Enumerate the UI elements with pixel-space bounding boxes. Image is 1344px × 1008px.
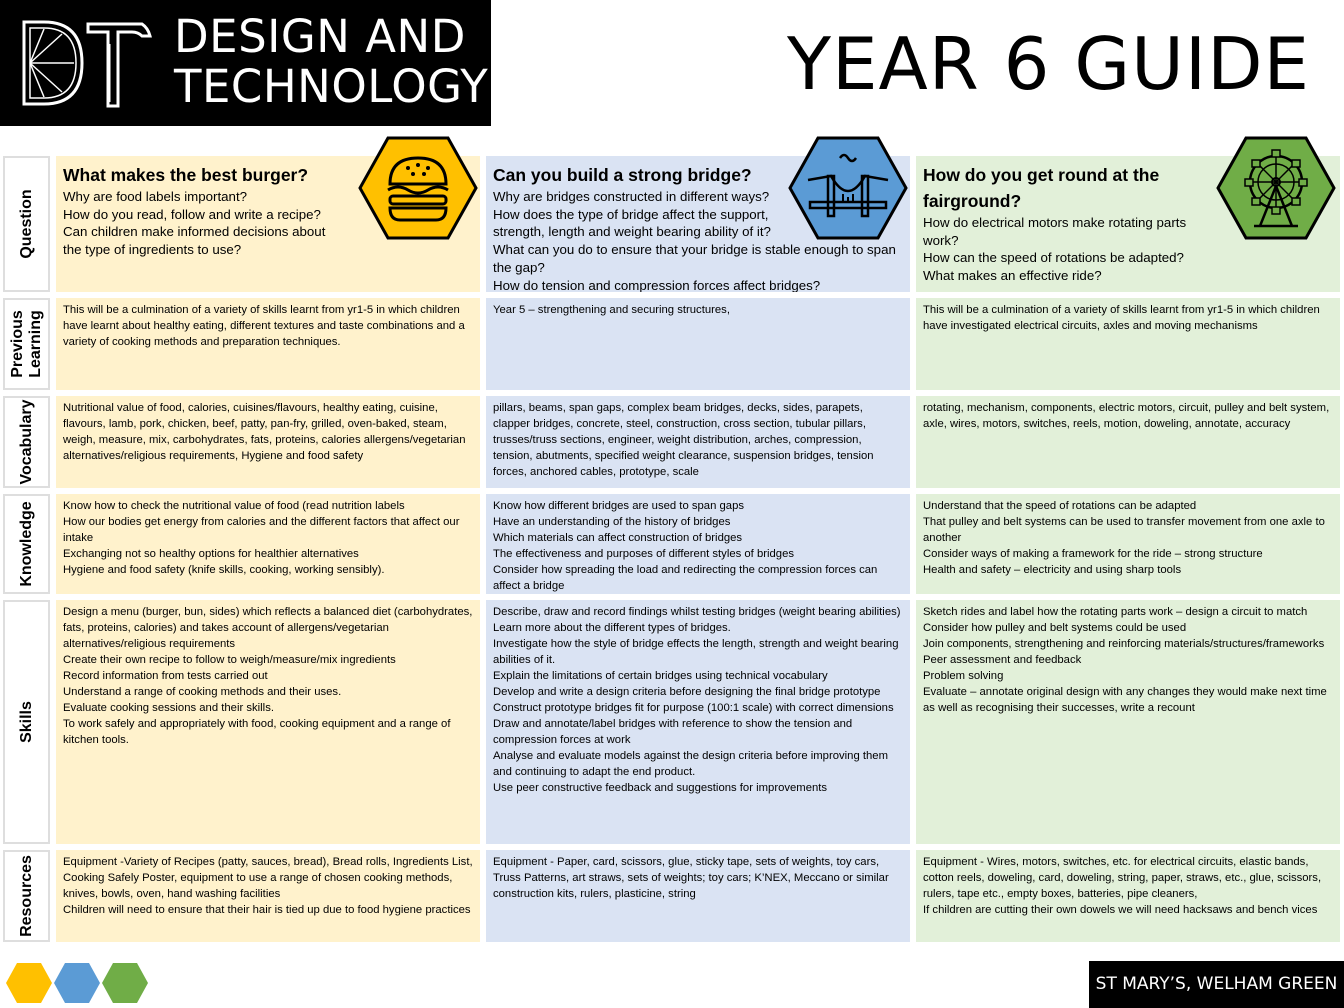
skill-item: Evaluate – annotate original design with any changes they would make next time as well as recognising their successes, write a recount [923,686,1327,714]
knowledge-item: Consider ways of making a framework for the ride – strong structure [923,548,1263,560]
question-line: the type of ingredients to use? [63,242,242,258]
question-line: How do tension and compression forces affect bridges? [493,277,821,292]
skill-item: Consider how pulley and belt systems could be used [923,622,1187,634]
question-line: How can the speed of rotations be adapted? [923,250,1184,266]
subject-title-line-2: TECHNOLOGY [174,60,489,113]
skill-item: Explain the limitations of certain bridges using technical vocabulary [493,670,828,682]
question-line: How does the type of bridge affect the support, [493,206,769,222]
resource-item: If children are cutting their own dowels we will need hacksaws and bench vices [923,904,1318,916]
skill-item: Develop and write a design criteria before designing the final bridge prototype [493,686,881,698]
row-label-text: Resources [17,855,35,937]
footer-hexagons-icon [6,962,156,1004]
knowledge-item: Know how to check the nutritional value of food (read nutrition labels [63,500,405,512]
row-label-text: Question [17,189,35,259]
question-line: work? [923,232,959,248]
resources-cell-fairground [916,850,1340,942]
skill-item: Design a menu (burger, bun, sides) which reflects a balanced diet (carbohydrates, fats, proteins, calories) and takes account of allergens/vegetarian alternatives/religious requirements [63,606,473,650]
skill-item: Construct prototype bridges fit for purpose (100:1 scale) with correct dimensions [493,702,894,714]
knowledge-item: Understand that the speed of rotations can be adapted [923,500,1197,512]
skills-cell-burger [56,600,480,844]
question-line: What can you do to ensure that your bridge is stable enough to span the gap? [493,242,896,275]
skills-cell-bridge [486,600,910,844]
resources-cell-burger [56,850,480,942]
skill-item: Describe, draw and record findings whilst testing bridges (weight bearing abilities) [493,606,901,618]
project-title-fairground-line-2: fairground? [923,191,1022,211]
skill-item: Learn more about the different types of bridges. [493,622,731,634]
vocabulary-row [0,396,1344,488]
knowledge-item: That pulley and belt systems can be used to transfer movement from one axle to another [923,516,1325,544]
knowledge-row [0,494,1344,594]
skill-item: Record information from tests carried out [63,670,268,682]
ferris-wheel-icon [1216,136,1336,240]
skills-cell-fairground [916,600,1340,844]
skill-item: Peer assessment and feedback [923,654,1082,666]
knowledge-item: Have an understanding of the history of bridges [493,516,731,528]
skill-item: Draw and annotate/label bridges with reference to show the tension and compression forces at work [493,718,853,746]
knowledge-item: Health and safety – electricity and using sharp tools [923,564,1182,576]
resource-item: Children will need to ensure that their hair is tied up due to food hygiene practices [63,904,471,916]
school-name: ST MARY’S, WELHAM GREEN [1089,961,1344,1008]
resource-item: Equipment - Paper, card, scissors, glue, sticky tape, sets of weights, toy cars, Truss Patterns, art straws, sets of weights; toy cars; K’NEX, Meccano or similar construction kits, rulers, plasticine, string [493,856,889,900]
subject-title [174,12,488,112]
skill-item: Evaluate cooking sessions and their skills. [63,702,274,714]
previous-cell-bridge: Year 5 – strengthening and securing structures, [486,298,910,390]
knowledge-item: How our bodies get energy from calories and the different factors that affect our intake [63,516,460,544]
skill-item: Problem solving [923,670,1004,682]
question-line: How do electrical motors make rotating parts [923,215,1187,230]
question-line: strength, length and weight bearing ability of it? [493,224,771,240]
previous-cell-fairground: This will be a culmination of a variety of skills learnt from yr1-5 in which children have investigated electrical circuits, axles and moving mechanisms [916,298,1340,390]
knowledge-item: Know how different bridges are used to span gaps [493,500,744,512]
project-title-bridge: Can you build a strong bridge? [493,165,752,185]
skills-row [0,600,1344,844]
resource-item: Equipment - Wires, motors, switches, etc. for electrical circuits, elastic bands, cotton reels, doweling, card, doweling, string, paper, straws, etc., glue, scissors, rulers, tape etc., empty boxes, batteries, pipe cleaners, [923,856,1322,900]
knowledge-item: Exchanging not so healthy options for healthier alternatives [63,548,359,560]
row-label-skills [3,600,50,844]
row-label-vocabulary [3,396,50,488]
previous-learning-row [0,298,1344,390]
row-label-resources [3,850,50,942]
knowledge-cell-fairground [916,494,1340,594]
bridge-icon [788,136,908,240]
resource-item: Equipment -Variety of Recipes (patty, sauces, bread), Bread rolls, Ingredients List, Cooking Safely Poster, equipment to use a range of chosen cooking methods, knives, bowls, oven, hand washing facilities [63,856,473,900]
knowledge-item: Which materials can affect construction of bridges [493,532,743,544]
project-title-burger: What makes the best burger? [63,165,309,185]
row-label-text-line-1: Previous [8,310,26,378]
row-label-text [9,310,45,378]
row-label-text: Vocabulary [17,399,35,485]
resources-row [0,850,1344,942]
skill-item: To work safely and appropriately with food, cooking equipment and a range of kitchen tools. [63,718,451,746]
vocabulary-cell-fairground: rotating, mechanism, components, electric motors, circuit, pulley and belt system, axle, wires, motors, switches, reels, motion, doweling, annotate, accuracy [916,396,1340,488]
vocabulary-cell-bridge: pillars, beams, span gaps, complex beam bridges, decks, sides, parapets, clapper bridges, concrete, steel, construction, cross section, tubular pillars, trusses/truss sections, engineer, weight distribution, arches, compression, tension, abutments, specified weight clearance, suspension bridges, tension forces, anchored cables, prototype, scale [486,396,910,488]
question-row [0,156,1344,292]
skill-item: Sketch rides and label how the rotating parts work – design a circuit to match [923,606,1308,618]
question-line: Can children make informed decisions about [63,224,326,240]
knowledge-item: Consider how spreading the load and redirecting the compression forces can affect a bridge [493,564,878,592]
skill-item: Create their own recipe to follow to weigh/measure/mix ingredients [63,654,396,666]
row-label-text: Knowledge [17,501,35,587]
page-title: YEAR 6 GUIDE [787,22,1310,106]
row-label-text-line-2: Learning [26,310,44,378]
row-label-text: Skills [17,701,35,743]
knowledge-item: The effectiveness and purposes of different styles of bridges [493,548,795,560]
resources-cell-bridge [486,850,910,942]
question-line: Why are bridges constructed in different ways? [493,189,770,204]
header-banner [0,0,491,126]
row-label-previous-learning [3,298,50,390]
knowledge-cell-burger [56,494,480,594]
previous-cell-burger: This will be a culmination of a variety of skills learnt from yr1-5 in which children have learnt about healthy eating, different textures and taste combinations and a variety of cooking methods and preparation techniques. [56,298,480,390]
subject-title-line-1: DESIGN AND [174,10,466,63]
vocabulary-cell-burger: Nutritional value of food, calories, cuisines/flavours, healthy eating, cuisine, flavours, lamb, pork, chicken, beef, patty, pan-fry, grilled, oven-baked, steam, weigh, measure, mix, carbohydrates, fats, proteins, calories allergens/vegetarian alternatives/religious requirements, Hygiene and food safety [56,396,480,488]
question-line: Why are food labels important? [63,189,248,204]
question-line: How do you read, follow and write a recipe? [63,206,321,222]
row-label-question [3,156,50,292]
dt-logo-icon [14,14,154,112]
burger-icon [358,136,478,240]
row-label-knowledge [3,494,50,594]
question-line: What makes an effective ride? [923,268,1102,284]
knowledge-item: Hygiene and food safety (knife skills, cooking, working sensibly). [63,564,385,576]
skill-item: Understand a range of cooking methods and their uses. [63,686,342,698]
skill-item: Use peer constructive feedback and suggestions for improvements [493,782,828,794]
skill-item: Analyse and evaluate models against the design criteria before improving them and continuing to adapt the end product. [493,750,888,778]
skill-item: Investigate how the style of bridge effects the length, strength and weight bearing abilities of it. [493,638,899,666]
skill-item: Join components, strengthening and reinforcing materials/structures/frameworks [923,638,1325,650]
project-title-fairground: How do you get round at the [923,165,1160,185]
knowledge-cell-bridge [486,494,910,594]
